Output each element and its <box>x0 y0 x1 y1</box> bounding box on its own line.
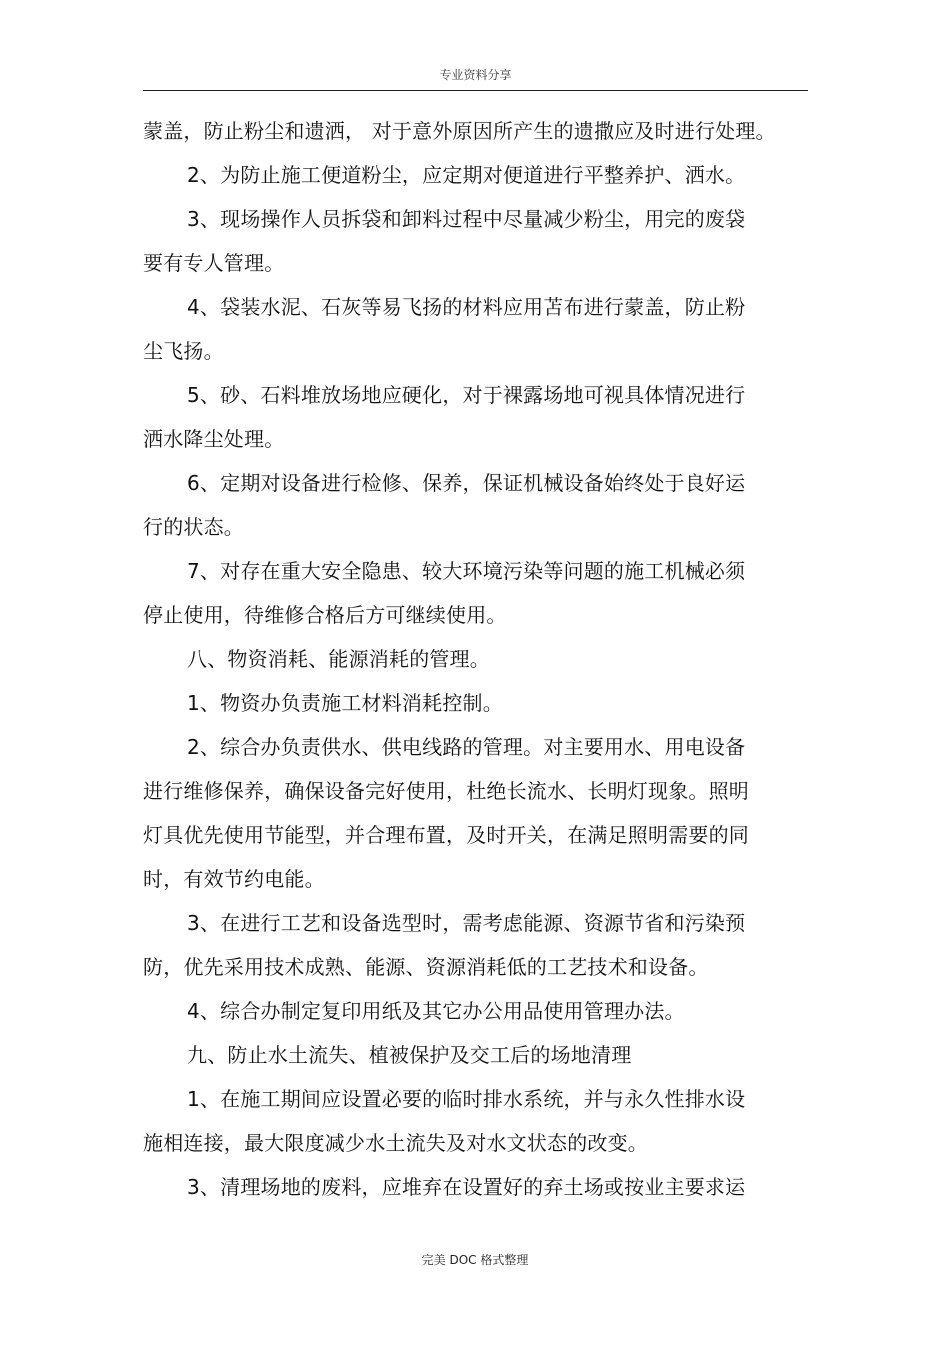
text-line: 洒水降尘处理。 <box>143 427 285 451</box>
list-item-cement-cover: 4、袋装水泥、石灰等易飞扬的材料应用苫布进行蒙盖，防止粉 <box>187 295 746 319</box>
list-item-material-control: 1、物资办负责施工材料消耗控制。 <box>187 691 503 715</box>
text-line: 停止使用，待维修合格后方可继续使用。 <box>143 603 507 627</box>
list-item-machinery-stop: 7、对存在重大安全隐患、较大环境污染等问题的施工机械必须 <box>187 559 746 583</box>
section-heading-8: 八、物资消耗、能源消耗的管理。 <box>187 647 490 671</box>
list-item-drainage: 1、在施工期间应设置必要的临时排水系统，并与永久性排水设 <box>187 1087 746 1111</box>
section-heading-9: 九、防止水土流失、植被保护及交工后的场地清理 <box>187 1043 632 1067</box>
text-line: 灯具优先使用节能型，并合理布置，及时开关，在满足照明需要的同 <box>143 823 749 847</box>
list-item-site-cleanup: 3、清理场地的废料，应堆弃在设置好的弃土场或按业主要求运 <box>187 1175 746 1199</box>
text-line: 蒙盖，防止粉尘和遗洒， 对于意外原因所产生的遗撒应及时进行处理。 <box>143 119 776 143</box>
text-line: 尘飞扬。 <box>143 339 224 363</box>
list-item-process-selection: 3、在进行工艺和设备选型时，需考虑能源、资源节省和污染预 <box>187 911 746 935</box>
document-body <box>143 113 776 1213</box>
page-footer: 完美 DOC 格式整理 <box>421 1253 529 1267</box>
text-line: 要有专人管理。 <box>143 251 285 275</box>
text-line: 时，有效节约电能。 <box>143 867 325 891</box>
text-line: 施相连接，最大限度减少水土流失及对水文状态的改变。 <box>143 1131 648 1155</box>
text-line: 进行维修保养，确保设备完好使用，杜绝长流水、长明灯现象。照明 <box>143 779 749 803</box>
list-item-bag-unloading: 3、现场操作人员拆袋和卸料过程中尽量减少粉尘，用完的废袋 <box>187 207 746 231</box>
text-line: 防，优先采用技术成熟、能源、资源消耗低的工艺技术和设备。 <box>143 955 709 979</box>
list-item-dust-road: 2、为防止施工便道粉尘，应定期对便道进行平整养护、洒水。 <box>187 163 746 187</box>
page-header: 专业资料分享 <box>439 68 512 82</box>
list-item-water-power: 2、综合办负责供水、供电线路的管理。对主要用水、用电设备 <box>187 735 746 759</box>
list-item-office-supplies: 4、综合办制定复印用纸及其它办公用品使用管理办法。 <box>187 999 685 1023</box>
list-item-equipment-maintenance: 6、定期对设备进行检修、保养，保证机械设备始终处于良好运 <box>187 471 746 495</box>
header-divider <box>143 90 808 91</box>
list-item-stockpile: 5、砂、石料堆放场地应硬化，对于裸露场地可视具体情况进行 <box>187 383 746 407</box>
text-line: 行的状态。 <box>143 515 244 539</box>
